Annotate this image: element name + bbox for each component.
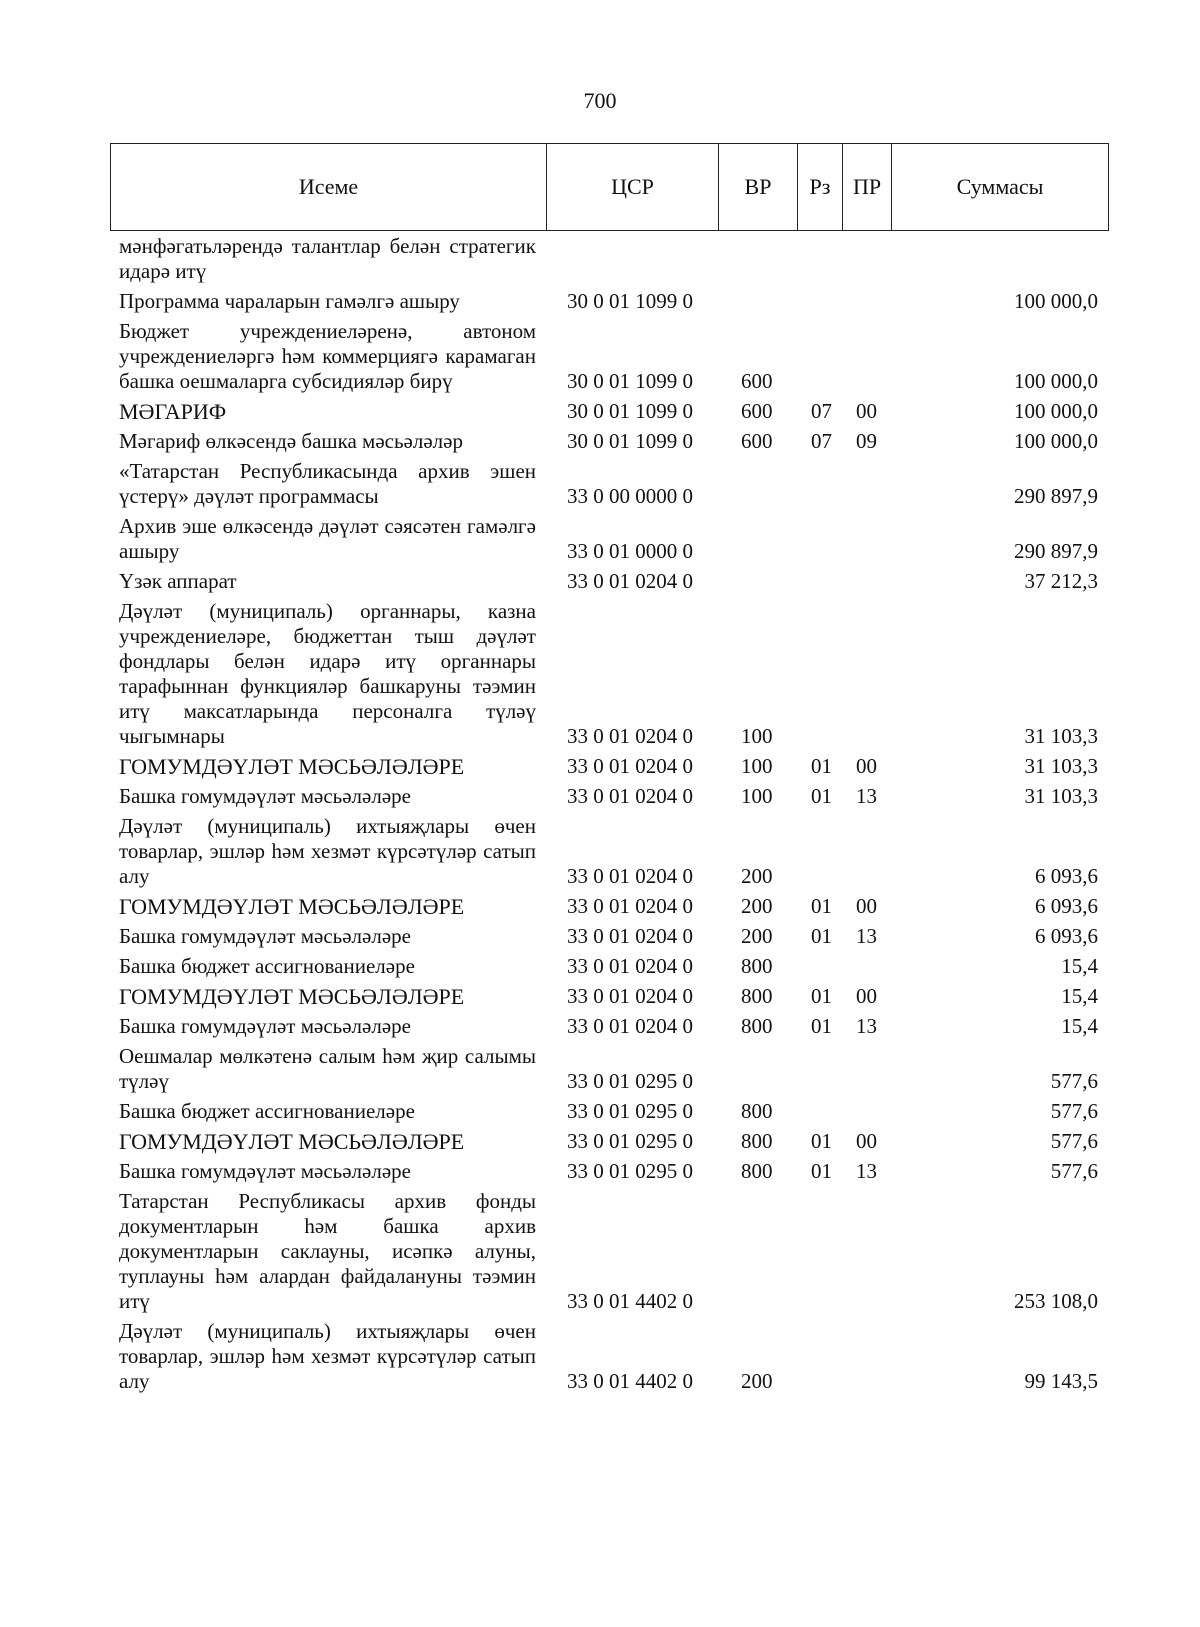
row-sum: 99 143,5: [1024, 1369, 1098, 1393]
row-sum: 577,6: [1050, 1099, 1098, 1123]
row-vr: [718, 512, 797, 567]
row-name: ГОМУМДӘҮЛӘТ МӘСЬӘЛӘЛӘРЕ: [119, 984, 465, 1009]
row-name: Башка гомумдәүләт мәсьәләләре: [119, 924, 411, 948]
row-pr: [842, 287, 891, 317]
row-rz: [797, 317, 842, 397]
row-csr: 30 0 01 1099 0: [567, 369, 693, 393]
row-rz: [797, 1317, 842, 1397]
row-name: Оешмалар мөлкәтенә салым һәм җир салымы түләү: [119, 1044, 536, 1093]
header-csr: ЦСР: [547, 144, 719, 231]
row-vr: 200: [741, 1369, 773, 1393]
row-name: Башка гомумдәүләт мәсьәләләре: [119, 784, 411, 808]
row-csr: 33 0 01 0000 0: [567, 539, 693, 563]
row-csr: 30 0 01 1099 0: [567, 429, 693, 453]
table-header: [110, 143, 1109, 231]
row-vr: 800: [741, 1129, 773, 1153]
row-csr: 33 0 01 0295 0: [567, 1159, 693, 1183]
row-rz: [797, 597, 842, 752]
row-rz: 07: [811, 399, 832, 423]
row-pr: [842, 457, 891, 512]
row-name: ГОМУМДӘҮЛӘТ МӘСЬӘЛӘЛӘРЕ: [119, 754, 465, 779]
table-row: [110, 1042, 1108, 1097]
row-name: Үзәк аппарат: [119, 569, 237, 593]
row-vr: 200: [741, 894, 773, 918]
row-csr: 33 0 01 0204 0: [567, 924, 693, 948]
row-vr: 800: [741, 954, 773, 978]
row-pr: [842, 567, 891, 597]
row-pr: [842, 1042, 891, 1097]
table-row: [110, 982, 1108, 1012]
row-name: мәнфәгатьләрендә талантлар белән стратегик идарә итү: [119, 234, 536, 283]
row-sum: 100 000,0: [1014, 289, 1098, 313]
table-row: [110, 232, 1108, 287]
row-sum: 100 000,0: [1014, 399, 1098, 423]
row-sum: 37 212,3: [1024, 569, 1098, 593]
table-row: [110, 1157, 1108, 1187]
row-rz: [797, 457, 842, 512]
row-rz: 01: [811, 1014, 832, 1038]
row-name: Архив эше өлкәсендә дәүләт сәясәтен гамәлгә ашыру: [119, 514, 536, 563]
row-vr: 200: [741, 924, 773, 948]
row-rz: [797, 512, 842, 567]
row-sum: 577,6: [1050, 1159, 1098, 1183]
row-name: «Татарстан Республикасында архив эшен үстерү» дәүләт программасы: [119, 459, 536, 508]
table-row: [110, 892, 1108, 922]
table-row: [110, 1187, 1108, 1317]
row-sum: 253 108,0: [1014, 1289, 1098, 1313]
row-vr: 800: [741, 1014, 773, 1038]
row-csr: 33 0 01 0204 0: [567, 1014, 693, 1038]
table-row: [110, 427, 1108, 457]
row-pr: 00: [856, 399, 877, 423]
row-pr: [842, 1097, 891, 1127]
table-row: [110, 1127, 1108, 1157]
row-sum: 100 000,0: [1014, 429, 1098, 453]
row-vr: 600: [741, 399, 773, 423]
row-pr: 09: [856, 429, 877, 453]
row-vr: 100: [741, 724, 773, 748]
row-sum: 100 000,0: [1014, 369, 1098, 393]
row-rz: [797, 812, 842, 892]
row-name: Татарстан Республикасы архив фонды документларын һәм башка архив документларын саклауны, исәпкә алуны, туплауны һәм алардан файдалануны тәэмин итү: [119, 1189, 536, 1313]
row-vr: 800: [741, 984, 773, 1008]
row-vr: [718, 457, 797, 512]
row-pr: [842, 597, 891, 752]
budget-table: [110, 232, 1108, 1397]
row-pr: 13: [856, 1014, 877, 1038]
header-pr: ПР: [843, 144, 892, 231]
row-sum: 577,6: [1050, 1069, 1098, 1093]
row-name: Башка бюджет ассигнованиеләре: [119, 1099, 415, 1123]
table-row: [110, 752, 1108, 782]
row-name: ГОМУМДӘҮЛӘТ МӘСЬӘЛӘЛӘРЕ: [119, 1129, 465, 1154]
table-row: [110, 1012, 1108, 1042]
row-rz: 01: [811, 924, 832, 948]
row-vr: [718, 1042, 797, 1097]
table-row: [110, 512, 1108, 567]
table-row: [110, 567, 1108, 597]
row-csr: 33 0 01 0204 0: [567, 784, 693, 808]
table-row: [110, 317, 1108, 397]
row-pr: 13: [856, 784, 877, 808]
row-csr: 33 0 01 0204 0: [567, 754, 693, 778]
row-csr: 33 0 01 0204 0: [567, 954, 693, 978]
table-row: [110, 1097, 1108, 1127]
row-name: Бюджет учреждениеләренә, автоном учреждениеләргә һәм коммерциягә карамаган башка оешмаларга субсидияләр бирү: [119, 319, 536, 393]
row-pr: [842, 1317, 891, 1397]
row-sum: 6 093,6: [1035, 894, 1098, 918]
row-vr: 200: [741, 864, 773, 888]
row-sum: 15,4: [1061, 1014, 1098, 1038]
row-rz: [797, 1042, 842, 1097]
row-pr: 00: [856, 894, 877, 918]
row-name: Дәүләт (муниципаль) органнары, казна учреждениеләре, бюджеттан тыш дәүләт фондлары белән идарә итү органнары тарафыннан функцияләр башкаруны тәэмин итү максатларында персоналга түләү чыгымнары: [119, 599, 536, 748]
row-sum: 290 897,9: [1014, 484, 1098, 508]
row-csr: 33 0 01 0204 0: [567, 724, 693, 748]
row-name: МӘГАРИФ: [119, 399, 227, 424]
row-rz: [797, 287, 842, 317]
row-rz: [797, 952, 842, 982]
header-name: Исеме: [111, 144, 547, 231]
row-name: Дәүләт (муниципаль) ихтыяҗлары өчен товарлар, эшләр һәм хезмәт күрсәтүләр сатып алу: [119, 1319, 536, 1393]
table-row: [110, 952, 1108, 982]
row-pr: [842, 952, 891, 982]
row-name: Башка гомумдәүләт мәсьәләләре: [119, 1014, 411, 1038]
row-pr: 00: [856, 984, 877, 1008]
row-rz: 01: [811, 784, 832, 808]
row-csr: 30 0 01 1099 0: [567, 399, 693, 423]
row-vr: 600: [741, 429, 773, 453]
page-number: 700: [583, 88, 617, 113]
row-sum: 6 093,6: [1035, 924, 1098, 948]
row-vr: 600: [741, 369, 773, 393]
row-csr: 33 0 00 0000 0: [567, 484, 693, 508]
row-pr: [842, 512, 891, 567]
row-csr: 33 0 01 0295 0: [567, 1099, 693, 1123]
row-sum: 15,4: [1061, 984, 1098, 1008]
row-name: Программа чараларын гамәлгә ашыру: [119, 289, 460, 313]
row-pr: 00: [856, 1129, 877, 1153]
row-sum: 31 103,3: [1024, 724, 1098, 748]
table-row: [110, 597, 1108, 752]
row-pr: [842, 317, 891, 397]
table-row: [110, 397, 1108, 427]
row-vr: [718, 1187, 797, 1317]
table-row: [110, 922, 1108, 952]
row-sum: 290 897,9: [1014, 539, 1098, 563]
row-vr: [718, 567, 797, 597]
header-rz: Рз: [798, 144, 843, 231]
row-rz: [797, 1097, 842, 1127]
row-csr: 33 0 01 4402 0: [567, 1289, 693, 1313]
row-csr: 33 0 01 4402 0: [567, 1369, 693, 1393]
row-name: Мәгариф өлкәсендә башка мәсьәләләр: [119, 429, 463, 453]
row-rz: [797, 232, 842, 287]
row-rz: 07: [811, 429, 832, 453]
row-csr: 33 0 01 0204 0: [567, 894, 693, 918]
row-pr: 13: [856, 1159, 877, 1183]
table-row: [110, 812, 1108, 892]
row-rz: 01: [811, 754, 832, 778]
row-sum: 577,6: [1050, 1129, 1098, 1153]
row-name: ГОМУМДӘҮЛӘТ МӘСЬӘЛӘЛӘРЕ: [119, 894, 465, 919]
row-name: Башка бюджет ассигнованиеләре: [119, 954, 415, 978]
table-row: [110, 782, 1108, 812]
table-row: [110, 287, 1108, 317]
row-vr: 100: [741, 754, 773, 778]
row-vr: [718, 287, 797, 317]
row-pr: [842, 812, 891, 892]
row-sum: 6 093,6: [1035, 864, 1098, 888]
row-sum: 31 103,3: [1024, 754, 1098, 778]
row-name: Дәүләт (муниципаль) ихтыяҗлары өчен товарлар, эшләр һәм хезмәт күрсәтүләр сатып алу: [119, 814, 536, 888]
header-vr: ВР: [719, 144, 798, 231]
row-name: Башка гомумдәүләт мәсьәләләре: [119, 1159, 411, 1183]
row-pr: [842, 232, 891, 287]
row-vr: 100: [741, 784, 773, 808]
row-pr: [842, 1187, 891, 1317]
row-vr: 800: [741, 1099, 773, 1123]
row-rz: 01: [811, 1129, 832, 1153]
row-csr: 33 0 01 0204 0: [567, 864, 693, 888]
row-rz: [797, 1187, 842, 1317]
row-rz: 01: [811, 984, 832, 1008]
row-vr: [718, 232, 797, 287]
row-rz: [797, 567, 842, 597]
budget-table-body: [110, 232, 1108, 1397]
row-pr: 00: [856, 754, 877, 778]
row-vr: 800: [741, 1159, 773, 1183]
row-pr: 13: [856, 924, 877, 948]
header-sum: Суммасы: [892, 144, 1109, 231]
row-sum: 31 103,3: [1024, 784, 1098, 808]
row-csr: [546, 232, 718, 287]
row-csr: 33 0 01 0204 0: [567, 569, 693, 593]
row-sum: [891, 232, 1108, 287]
row-csr: 33 0 01 0204 0: [567, 984, 693, 1008]
row-sum: 15,4: [1061, 954, 1098, 978]
table-row: [110, 1317, 1108, 1397]
row-csr: 33 0 01 0295 0: [567, 1069, 693, 1093]
row-csr: 30 0 01 1099 0: [567, 289, 693, 313]
row-rz: 01: [811, 1159, 832, 1183]
row-rz: 01: [811, 894, 832, 918]
row-csr: 33 0 01 0295 0: [567, 1129, 693, 1153]
table-row: [110, 457, 1108, 512]
